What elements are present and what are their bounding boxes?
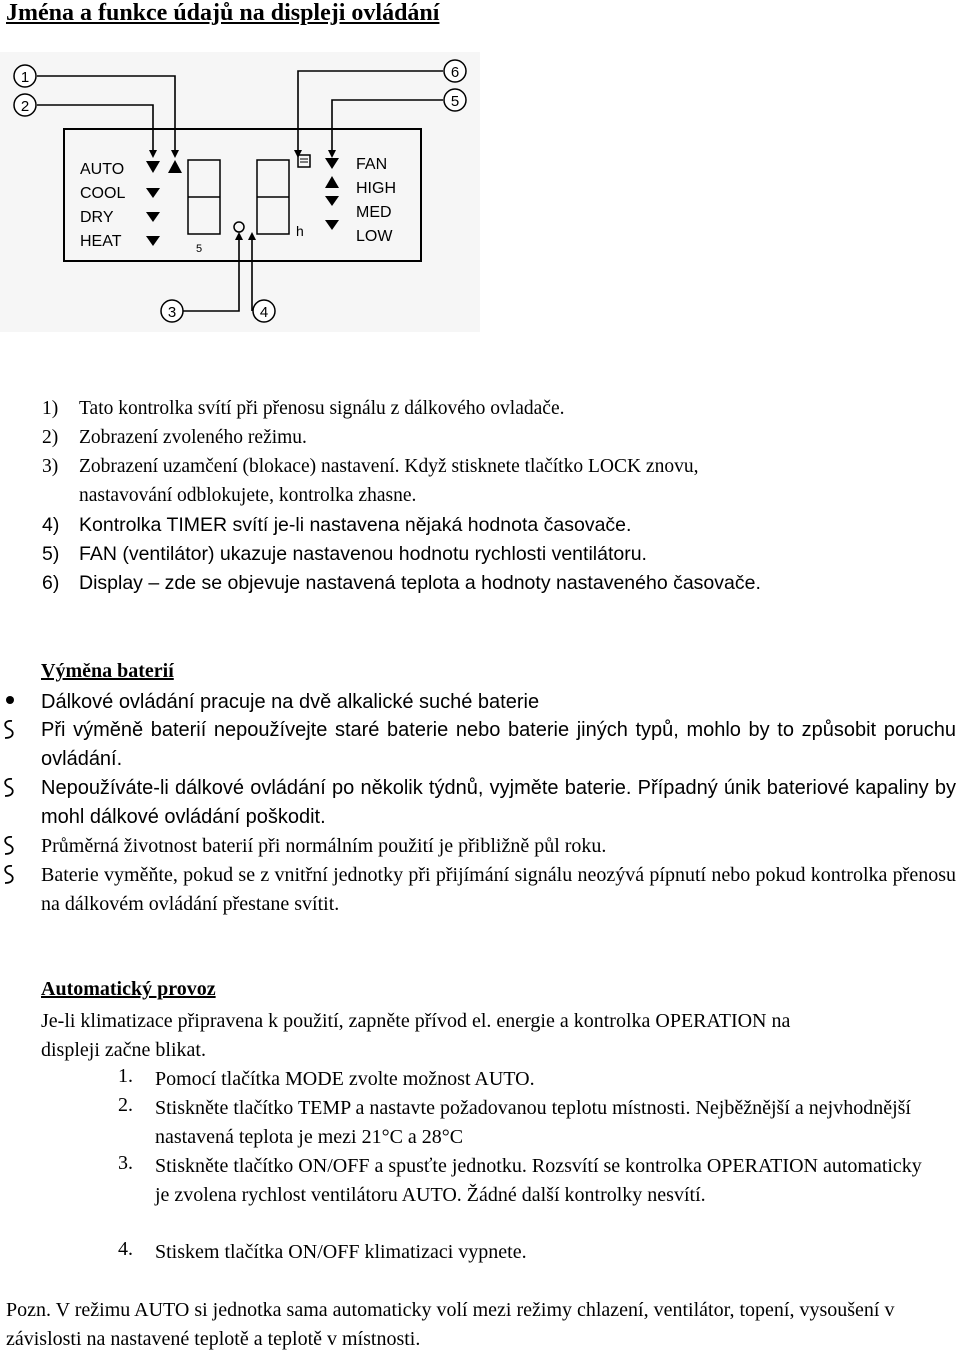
fan-label-low: LOW (356, 228, 393, 245)
battery-item: Průměrná životnost baterií při normálním použití je přibližně půl roku. (41, 835, 607, 857)
bullet-icon (6, 696, 14, 704)
step-text: Stiskem tlačítka ON/OFF klimatizaci vypnete. (155, 1241, 527, 1263)
note: Pozn. V režimu AUTO si jednotka sama automaticky volí mezi režimy chlazení, ventilátor, topení, vysoušení v závislosti na nastavené teplotě a teplotě v místnosti. (6, 1299, 895, 1350)
section-mark-icon (0, 718, 18, 742)
battery-item: Baterie vyměňte, pokud se z vnitřní jednotky při přijímání signálu neozývá pípnutí nebo pokud kontrolka přenosu na dálkovém ovládání přestane svítit. (41, 864, 956, 915)
callout-2 (14, 94, 36, 116)
step-text: Stiskněte tlačítko TEMP a nastavte požadovanou teplotu místnosti. Nejběžnější a nejvhodnější nastavená teplota je mezi 21°C a 28°C (155, 1097, 911, 1148)
step-text: Stiskněte tlačítko ON/OFF a spusťte jednotku. Rozsvítí se kontrolka OPERATION automaticky je zvolena rychlost ventilátoru AUTO. Žádné další kontrolky nesvítí. (155, 1155, 922, 1206)
step-number: 2. (118, 1094, 133, 1116)
mode-label-cool: COOL (80, 185, 126, 202)
section-mark-icon (0, 776, 18, 800)
mode-label-dry: DRY (80, 209, 114, 226)
auto-heading: Automatický provoz (41, 978, 216, 1000)
callout-6 (444, 60, 466, 82)
callout-3 (161, 300, 183, 322)
fan-label-med: MED (356, 204, 392, 221)
svg-text:5: 5 (450, 93, 460, 110)
fan-label-high: HIGH (356, 180, 396, 197)
step-text: Pomocí tlačítka MODE zvolte možnost AUTO. (155, 1068, 535, 1090)
mode-label-auto: AUTO (80, 161, 125, 178)
callout-5 (444, 89, 466, 111)
hour-label: h (296, 223, 304, 239)
svg-text:3: 3 (167, 304, 177, 321)
battery-item: Při výměně baterií nepoužívejte staré baterie nebo baterie jiných typů, mohlo by to způsobit poruchu ovládání. (41, 719, 956, 770)
section-mark-icon (0, 863, 18, 887)
step-number: 1. (118, 1065, 133, 1087)
fan-label-fan: FAN (356, 156, 388, 173)
battery-item: Dálkové ovládání pracuje na dvě alkalické suché baterie (41, 691, 540, 713)
battery-item: Nepoužíváte-li dálkové ovládání po několik týdnů, vyjměte baterie. Případný únik bateriové kapaliny by mohl dálkové ovládání poškodit. (41, 777, 956, 828)
small-mark: 5 (196, 243, 203, 255)
svg-text:4: 4 (259, 304, 269, 321)
step-number: 3. (118, 1152, 133, 1174)
page-title: Jména a funkce údajů na displeji ovládání (6, 0, 440, 26)
battery-heading: Výměna baterií (41, 660, 174, 682)
callout-1 (14, 65, 36, 87)
mode-label-heat: HEAT (80, 233, 122, 250)
callout-4 (253, 300, 275, 322)
display-diagram (0, 52, 480, 332)
svg-text:1: 1 (20, 69, 30, 86)
step-number: 4. (118, 1238, 133, 1260)
auto-intro: Je-li klimatizace připravena k použití, zapněte přívod el. energie a kontrolka OPERATION na displeji začne blikat. (41, 1010, 791, 1061)
svg-text:6: 6 (450, 64, 460, 81)
section-mark-icon (0, 834, 18, 858)
svg-text:2: 2 (20, 98, 30, 115)
